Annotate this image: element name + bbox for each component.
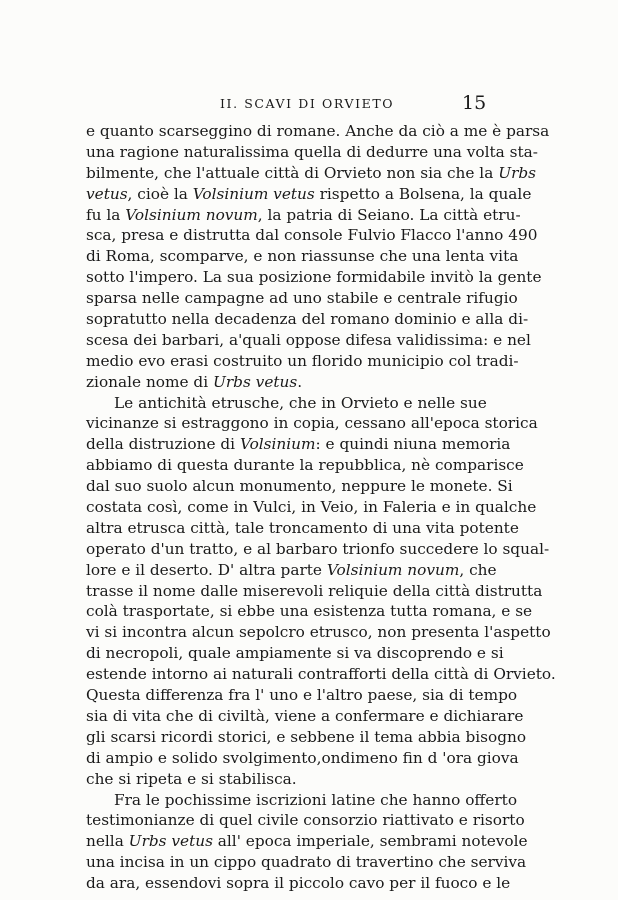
text-segment: di Roma, scomparve, e non riassunse che una lenta vita: [86, 247, 519, 266]
text-line: [86, 769, 486, 790]
text-line: [86, 622, 551, 643]
text-line: [86, 601, 533, 622]
text-segment: testimonianze di quel civile consorzio riattivato e risorto: [86, 811, 525, 830]
text-line: [86, 727, 527, 748]
text-segment: di necropoli, quale ampiamente si va discoprendo e si: [86, 644, 504, 663]
text-line: [86, 246, 519, 267]
text-segment: di ampio e solido svolgimento,ondimeno fin d 'ora giova: [86, 748, 519, 767]
text-line: [86, 163, 537, 184]
text-line: [86, 643, 504, 664]
text-line: [86, 476, 513, 497]
text-segment: sia di vita che di civiltà, viene a confermare e dichiarare: [86, 706, 524, 725]
text-segment: della distruzione di: [86, 435, 240, 454]
text-segment: sparsa nelle campagne ad uno stabile e centrale rifugio: [86, 289, 518, 308]
text-line: [86, 184, 532, 205]
text-segment: zionale nome di: [86, 372, 213, 391]
text-segment: medio evo erasi costruito un florido municipio col tradi-: [86, 351, 519, 370]
text-line: [86, 685, 518, 706]
italic-text: Volsinium novum: [125, 205, 258, 224]
text-line: [86, 413, 538, 434]
text-line: [86, 309, 529, 330]
text-segment: vicinanze si estraggono in copia, cessano all'epoca storica: [86, 414, 538, 433]
text-line: [86, 393, 486, 414]
text-segment: sotto l'impero. La sua posizione formidabile invitò la gente: [86, 268, 542, 287]
text-line: [86, 560, 497, 581]
italic-text: Urbs vetus: [212, 372, 298, 391]
text-segment: : e quindi niuna memoria: [315, 435, 511, 454]
text-line: [86, 434, 511, 455]
body-text: [86, 121, 556, 894]
text-segment: Le antichità etrusche, che in Orvieto e nelle sue: [114, 393, 487, 412]
text-line: [86, 455, 524, 476]
text-segment: .: [297, 372, 303, 391]
text-line: [86, 497, 537, 518]
italic-text: Volsinium: [239, 435, 316, 454]
italic-text: Volsinium novum: [326, 560, 460, 579]
text-segment: sca, presa e distrutta dal console Fulvio Flacco l'anno 490: [86, 226, 538, 245]
text-segment: nella: [86, 832, 129, 851]
text-segment: , che: [459, 560, 497, 579]
running-title: II. SCAVI DI ORVIETO: [220, 96, 395, 111]
text-line: [86, 518, 519, 539]
text-line: [86, 852, 527, 873]
italic-text: Urbs: [498, 163, 537, 182]
text-segment: altra etrusca città, tale troncamento di una vita potente: [86, 518, 519, 537]
text-segment: da ara, essendovi sopra il piccolo cavo per il fuoco e le: [86, 874, 511, 893]
text-line: [86, 706, 524, 727]
text-segment: , cioè la: [127, 184, 193, 203]
text-line: [86, 121, 550, 142]
italic-text: vetus: [86, 184, 128, 203]
text-line: [86, 581, 543, 602]
text-segment: una incisa in un cippo quadrato di travertino che serviva: [86, 853, 527, 872]
text-segment: gli scarsi ricordi storici, e sebbene il tema abbia bisogno: [86, 727, 527, 746]
text-segment: estende intorno ai naturali contrafforti della città di Orvieto.: [86, 665, 556, 684]
text-line: [86, 664, 556, 685]
text-line: [86, 372, 486, 393]
text-segment: Questa differenza fra l' uno e l'altro paese, sia di tempo: [86, 686, 518, 705]
text-line: [86, 225, 538, 246]
text-line: [86, 831, 528, 852]
text-segment: dal suo suolo alcun monumento, neppure le monete. Si: [86, 477, 513, 496]
text-line: [86, 142, 538, 163]
running-head: [0, 92, 618, 116]
text-line: [86, 351, 519, 372]
text-line: [86, 748, 519, 769]
text-segment: , la patria di Seiano. La città etru-: [257, 205, 521, 224]
text-segment: che si ripeta e si stabilisca.: [86, 769, 297, 788]
text-line: [86, 288, 518, 309]
text-segment: costata così, come in Vulci, in Veio, in Faleria e in qualche: [86, 498, 537, 517]
text-segment: abbiamo di questa durante la repubblica, nè comparisce: [86, 456, 524, 475]
text-line: [86, 810, 525, 831]
text-line: [86, 539, 550, 560]
text-segment: fu la: [86, 205, 126, 224]
text-line: [86, 205, 521, 226]
text-segment: colà trasportate, si ebbe una esistenza tutta romana, e se: [86, 602, 533, 621]
italic-text: Urbs vetus: [128, 832, 213, 851]
text-segment: bilmente, che l'attuale città di Orvieto non sia che la: [86, 163, 499, 182]
text-segment: sopratutto nella decadenza del romano dominio e alla di-: [86, 310, 529, 329]
text-segment: una ragione naturalissima quella di dedurre una volta sta-: [86, 142, 538, 161]
text-segment: rispetto a Bolsena, la quale: [314, 184, 532, 203]
page-number: 15: [462, 92, 487, 114]
text-segment: all' epoca imperiale, sembrami notevole: [212, 832, 528, 851]
italic-text: Volsinium vetus: [192, 184, 315, 203]
text-segment: trasse il nome dalle miserevoli reliquie della città distrutta: [86, 581, 543, 600]
text-segment: Fra le pochissime iscrizioni latine che hanno offerto: [114, 790, 518, 809]
text-segment: e quanto scarseggino di romane. Anche da ciò a me è parsa: [86, 122, 550, 140]
text-segment: operato d'un tratto, e al barbaro trionfo succedere lo squal-: [86, 539, 550, 558]
text-line: [86, 330, 531, 351]
text-segment: vi si incontra alcun sepolcro etrusco, non presenta l'aspetto: [86, 623, 551, 642]
text-line: [86, 873, 511, 894]
text-line: [86, 790, 518, 811]
text-segment: lore e il deserto. D' altra parte: [86, 560, 327, 579]
text-segment: scesa dei barbari, a'quali oppose difesa validissima: e nel: [86, 330, 531, 349]
text-line: [86, 267, 542, 288]
